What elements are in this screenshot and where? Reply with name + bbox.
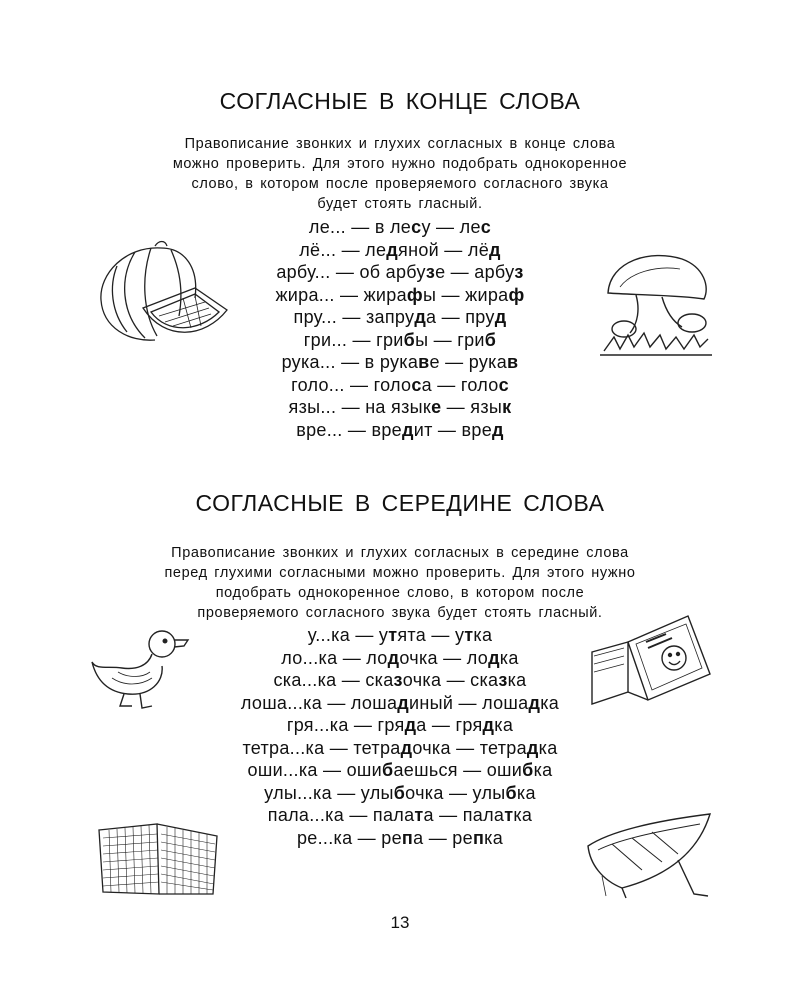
example-text: иный — лоша <box>409 692 529 713</box>
example-text: а — пала <box>423 805 505 825</box>
section-2-examples <box>150 624 650 849</box>
example-text: ле... — в ле <box>308 217 412 237</box>
example-text: яной — лё <box>398 239 489 260</box>
example-line <box>150 782 650 805</box>
section-2-title: СОГЛАСНЫЕ В СЕРЕДИНЕ СЛОВА <box>195 490 605 516</box>
example-line <box>150 759 650 782</box>
example-text: ка <box>494 715 514 735</box>
highlighted-letter: с <box>411 217 422 237</box>
example-text: ы — гри <box>415 329 485 350</box>
example-text: лоша...ка — лоша <box>240 692 398 713</box>
highlighted-letter: д <box>404 715 417 735</box>
section-1-title: СОГЛАСНЫЕ В КОНЦЕ СЛОВА <box>219 88 581 114</box>
highlighted-letter: з <box>425 262 436 282</box>
example-text: голо... — голо <box>291 374 412 395</box>
highlighted-letter: б <box>522 760 534 780</box>
example-line <box>150 714 650 737</box>
example-text: ре...ка — ре <box>296 827 402 848</box>
example-text: очка — ло <box>399 647 489 668</box>
highlighted-letter: к <box>502 397 512 417</box>
example-text: ка <box>540 692 560 713</box>
highlighted-letter: б <box>505 782 517 803</box>
example-text: а — ре <box>413 827 473 848</box>
example-text: ка <box>513 805 533 825</box>
highlighted-letter: д <box>400 737 413 758</box>
section-2-intro <box>100 543 700 623</box>
intro-line: Правописание звонких и глухих согласных в середине слова <box>171 545 629 561</box>
example-text: оши...ка — оши <box>247 760 383 780</box>
example-text: пала...ка — пала <box>267 805 415 825</box>
example-line <box>150 669 650 692</box>
highlighted-letter: д <box>402 419 414 440</box>
example-text: очка — тетра <box>412 737 527 758</box>
example-text: ка <box>499 647 519 668</box>
highlighted-letter: д <box>494 307 507 327</box>
highlighted-letter: з <box>393 670 403 690</box>
highlighted-letter: б <box>484 329 497 350</box>
example-line <box>150 804 650 827</box>
example-text: ит — вре <box>413 419 493 440</box>
highlighted-letter: с <box>411 374 422 395</box>
highlighted-letter: в <box>507 352 519 372</box>
highlighted-letter: ф <box>508 284 525 305</box>
example-text: очка — улы <box>405 782 506 803</box>
highlighted-letter: д <box>397 692 410 713</box>
intro-line: будет стоять гласный. <box>317 196 483 212</box>
highlighted-letter: т <box>464 625 474 645</box>
mushroom-illustration <box>600 247 715 362</box>
example-text: ска...ка — ска <box>273 670 394 690</box>
example-text: ка <box>516 782 536 803</box>
example-text: пру... — запру <box>293 307 415 327</box>
example-line <box>150 647 650 670</box>
highlighted-letter: т <box>504 805 514 825</box>
intro-line: проверяемого согласного звука будет стоять гласный. <box>197 605 603 621</box>
highlighted-letter: б <box>382 760 394 780</box>
highlighted-letter: д <box>482 715 495 735</box>
example-line <box>150 216 650 239</box>
example-text: а — пру <box>426 307 495 327</box>
page-number: 13 <box>390 913 410 932</box>
example-text: ка <box>473 625 493 645</box>
example-text: а — гря <box>416 715 483 735</box>
watermelon-illustration <box>95 238 235 353</box>
highlighted-letter: б <box>403 329 416 350</box>
highlighted-letter: д <box>387 647 400 668</box>
boat-illustration <box>582 800 717 900</box>
example-text: ы — жира <box>422 284 509 305</box>
example-line <box>150 396 650 419</box>
example-line <box>150 624 650 647</box>
example-text: е — рука <box>429 352 508 372</box>
example-text: е — арбу <box>435 262 515 282</box>
highlighted-letter: д <box>488 647 500 668</box>
example-text: ка <box>484 827 504 848</box>
notebook-illustration <box>95 818 225 898</box>
example-line <box>150 692 650 715</box>
example-text: ка <box>533 760 553 780</box>
example-text: ло...ка — ло <box>281 647 388 668</box>
example-text: жира... — жира <box>275 284 407 305</box>
intro-line: перед глухими согласными можно проверить. Для этого нужно <box>164 565 636 581</box>
example-text: тетра...ка — тетра <box>242 737 401 758</box>
duckling-illustration <box>88 622 198 712</box>
example-text: лё... — ле <box>299 239 387 260</box>
intro-line: подобрать однокоренное слово, в котором после <box>215 585 585 601</box>
intro-line: можно проверить. Для этого нужно подобрать однокоренное <box>172 156 628 172</box>
highlighted-letter: с <box>498 374 509 395</box>
highlighted-letter: п <box>401 827 414 848</box>
example-line <box>150 827 650 850</box>
highlighted-letter: с <box>480 217 492 237</box>
highlighted-letter: д <box>526 737 539 758</box>
highlighted-letter: ф <box>406 284 423 305</box>
intro-line: Правописание звонких и глухих согласных в конце слова <box>184 136 616 152</box>
intro-line: слово, в котором после проверяемого согласного звука <box>191 176 609 192</box>
example-text: рука... — в рука <box>281 352 419 372</box>
highlighted-letter: д <box>492 419 504 440</box>
example-text: ята — у <box>397 625 465 645</box>
section-1-intro <box>100 134 700 214</box>
example-line <box>150 374 650 397</box>
example-text: гри... — гри <box>303 329 404 350</box>
example-text: у...ка — у <box>307 625 389 645</box>
example-line <box>150 419 650 442</box>
highlighted-letter: т <box>414 805 424 825</box>
example-line <box>150 737 650 760</box>
highlighted-letter: п <box>472 827 485 848</box>
example-text: ка <box>538 737 558 758</box>
example-text: ка <box>507 670 527 690</box>
example-text: а — голо <box>421 374 499 395</box>
highlighted-letter: д <box>414 307 427 327</box>
example-line <box>150 351 650 374</box>
example-text: улы...ка — улы <box>264 782 394 803</box>
example-text: очка — ска <box>402 670 499 690</box>
highlighted-letter: з <box>514 262 524 282</box>
highlighted-letter: б <box>393 782 406 803</box>
example-text: вре... — вре <box>296 419 402 440</box>
highlighted-letter: в <box>418 352 430 372</box>
highlighted-letter: д <box>386 239 399 260</box>
example-text: — язы <box>441 397 503 417</box>
fairy-tale-book-illustration <box>588 612 728 712</box>
example-text: язы... — на язык <box>288 397 432 417</box>
example-text: арбу... — об арбу <box>276 262 426 282</box>
highlighted-letter: з <box>498 670 508 690</box>
example-text: гря...ка — гря <box>286 715 405 735</box>
highlighted-letter: д <box>528 692 541 713</box>
example-text: у — ле <box>421 217 481 237</box>
highlighted-letter: т <box>388 625 398 645</box>
highlighted-letter: д <box>489 239 501 260</box>
highlighted-letter: е <box>431 397 442 417</box>
example-text: аешься — оши <box>393 760 523 780</box>
